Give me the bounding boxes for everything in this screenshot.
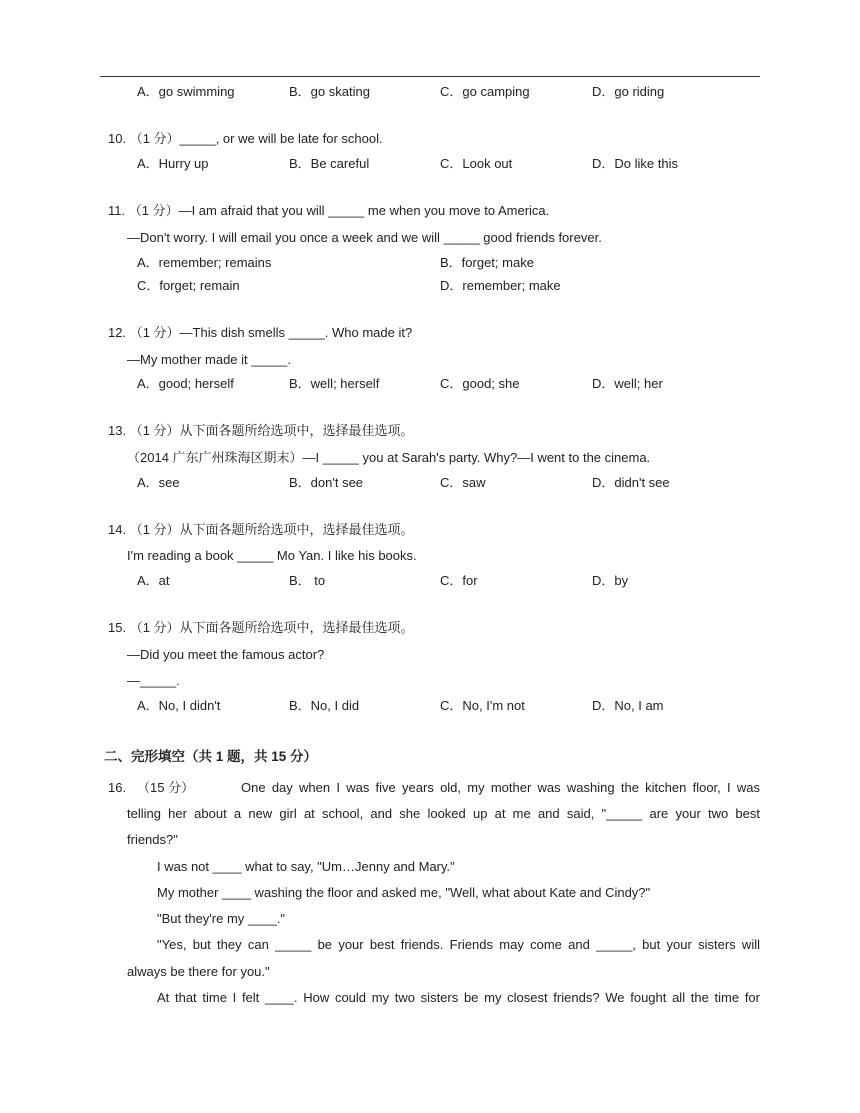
question-13	[108, 423, 414, 439]
q11-option-c: C．forget; remain	[137, 278, 240, 293]
q12-option-c: C．good; she	[440, 376, 520, 391]
question-12	[108, 325, 412, 341]
q13-option-d: D．didn't see	[592, 475, 670, 490]
q9-option-b: B．go skating	[289, 84, 370, 99]
question-stem: （1 分）从下面各题所给选项中，选择最佳选项。	[129, 423, 414, 438]
question-16-number: 16.	[108, 780, 127, 795]
q10-option-b: B．Be careful	[289, 156, 370, 171]
question-stem: （1 分）—This dish smells _____. Who made it?	[129, 325, 413, 340]
passage-line: "Yes, but they can _____ be your best friends. Friends may come and _____, but your sisters will	[157, 937, 760, 952]
passage-line: always be there for you."	[127, 964, 270, 979]
question-stem: （1 分）从下面各题所给选项中，选择最佳选项。	[129, 620, 414, 635]
q9-option-c: C．go camping	[440, 84, 530, 99]
question-number: 12.	[108, 325, 127, 340]
q13-option-b: B．don't see	[289, 475, 364, 490]
passage-line: I was not ____ what to say, "Um…Jenny and Mary."	[157, 859, 455, 874]
question-10	[108, 131, 383, 147]
section-heading: 二、完形填空（共 1 题，共 15 分）	[104, 749, 318, 764]
question-number: 13.	[108, 423, 127, 438]
q15-line-2: —Did you meet the famous actor?	[127, 647, 325, 662]
q12-option-a: A．good; herself	[137, 376, 234, 391]
question-number: 10.	[108, 131, 127, 146]
question-stem: （1 分）从下面各题所给选项中，选择最佳选项。	[129, 522, 414, 537]
q11-option-a: A．remember; remains	[137, 255, 272, 270]
q15-option-b: B．No, I did	[289, 698, 360, 713]
question-number: 14.	[108, 522, 127, 537]
q12-option-d: D．well; her	[592, 376, 663, 391]
q11-option-b: B．forget; make	[440, 255, 534, 270]
q15-line-3: —_____.	[127, 673, 180, 688]
question-15	[108, 620, 414, 636]
question-number: 15.	[108, 620, 127, 635]
question-stem: （1 分）—I am afraid that you will _____ me when you move to America.	[128, 203, 550, 218]
q13-line-2: （2014 广东广州珠海区期末）—I _____ you at Sarah's party. Why?—I went to the cinema.	[127, 450, 651, 465]
q14-option-a: A．at	[137, 573, 170, 588]
passage-line: friends?"	[127, 832, 178, 847]
q11-option-d: D．remember; make	[440, 278, 561, 293]
q14-option-d: D．by	[592, 573, 629, 588]
q14-line-2: I'm reading a book _____ Mo Yan. I like his books.	[127, 548, 417, 563]
q15-option-c: C．No, I'm not	[440, 698, 525, 713]
q13-option-c: C．saw	[440, 475, 486, 490]
question-number: 11.	[108, 203, 126, 218]
question-16-score: （15 分）	[137, 780, 195, 795]
header-rule	[100, 76, 760, 77]
passage-line: At that time I felt ____. How could my two sisters be my closest friends? We fought all the time for	[157, 990, 760, 1005]
q15-option-d: D．No, I am	[592, 698, 664, 713]
question-11	[108, 203, 549, 219]
q10-option-a: A．Hurry up	[137, 156, 209, 171]
question-stem: （1 分）_____, or we will be late for school.	[129, 131, 383, 146]
q9-option-d: D．go riding	[592, 84, 665, 99]
passage-line: My mother ____ washing the floor and asked me, "Well, what about Kate and Cindy?"	[157, 885, 651, 900]
q13-option-a: A．see	[137, 475, 180, 490]
q11-line-2: —Don't worry. I will email you once a week and we will _____ good friends forever.	[127, 230, 602, 245]
q12-line-2: —My mother made it _____.	[127, 352, 292, 367]
passage-line: "But they're my ____."	[157, 911, 286, 926]
passage-line: One day when I was five years old, my mother was washing the kitchen floor, I was	[241, 780, 760, 795]
q14-option-c: C．for	[440, 573, 478, 588]
passage-line: telling her about a new girl at school, and she looked up at me and said, "_____ are your two best	[127, 806, 760, 821]
q10-option-c: C．Look out	[440, 156, 513, 171]
question-14	[108, 522, 414, 538]
q12-option-b: B．well; herself	[289, 376, 380, 391]
q15-option-a: A．No, I didn't	[137, 698, 221, 713]
q9-option-a: A．go swimming	[137, 84, 235, 99]
q10-option-d: D．Do like this	[592, 156, 678, 171]
q14-option-b: B． to	[289, 573, 326, 588]
